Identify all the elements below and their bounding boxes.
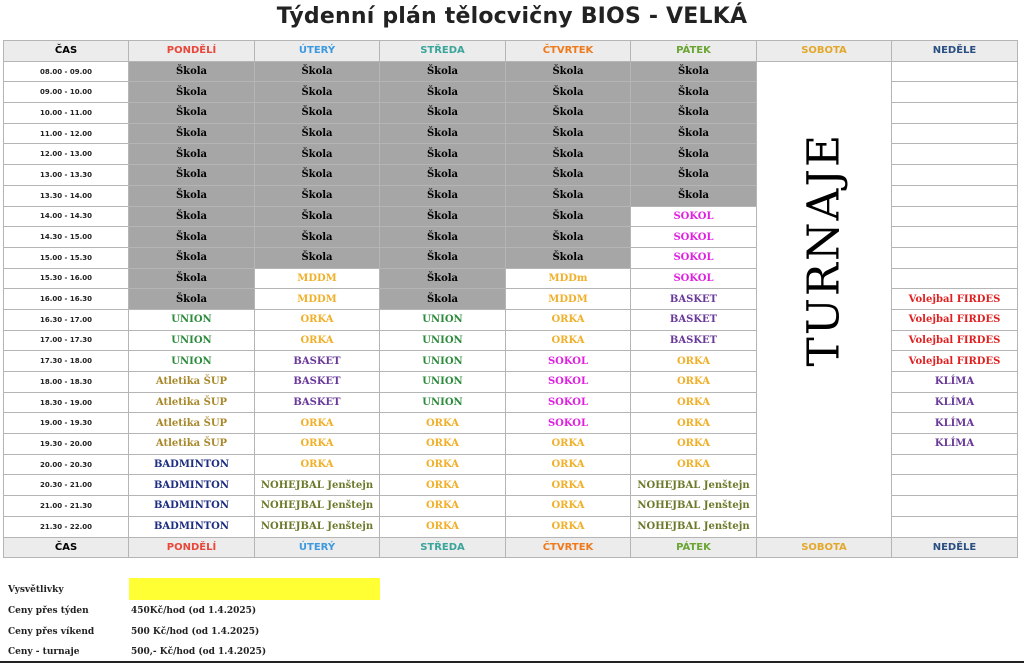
schedule-cell-patek: NOHEJBAL Jenštejn <box>631 516 757 537</box>
time-slot: 09.00 - 10.00 <box>4 82 129 103</box>
schedule-cell-pondeli: BADMINTON <box>129 454 255 475</box>
time-slot: 11.00 - 12.00 <box>4 123 129 144</box>
time-slot: 21.00 - 21.30 <box>4 496 129 517</box>
schedule-cell-ctvrtek: SOKOL <box>506 392 631 413</box>
schedule-cell-ctvrtek: ORKA <box>506 454 631 475</box>
schedule-cell-utery: Škola <box>255 165 380 186</box>
schedule-cell-patek: BASKET <box>631 330 757 351</box>
schedule-cell-pondeli: Škola <box>129 289 255 310</box>
turnaje-label: TURNAJE <box>798 132 850 367</box>
schedule-cell-utery: BASKET <box>255 351 380 372</box>
schedule-cell-streda: Škola <box>380 103 506 124</box>
schedule-cell-nedele <box>892 206 1018 227</box>
schedule-cell-sobota-turnaje <box>757 61 892 537</box>
schedule-cell-ctvrtek: Škola <box>506 61 631 82</box>
time-slot: 15.00 - 15.30 <box>4 247 129 268</box>
time-slot: 17.30 - 18.00 <box>4 351 129 372</box>
legend-color-swatch <box>129 578 380 600</box>
schedule-cell-utery: Škola <box>255 103 380 124</box>
schedule-cell-ctvrtek: SOKOL <box>506 351 631 372</box>
bottom-divider <box>0 661 1024 663</box>
schedule-cell-utery: Škola <box>255 227 380 248</box>
schedule-cell-patek: Škola <box>631 82 757 103</box>
schedule-cell-ctvrtek: ORKA <box>506 516 631 537</box>
time-slot: 15.30 - 16.00 <box>4 268 129 289</box>
schedule-cell-pondeli: Atletika ŠUP <box>129 372 255 393</box>
schedule-cell-nedele <box>892 165 1018 186</box>
header-day-ctvrtek: ČTVRTEK <box>506 41 631 62</box>
schedule-cell-patek: ORKA <box>631 413 757 434</box>
schedule-cell-ctvrtek: ORKA <box>506 496 631 517</box>
schedule-cell-streda: Škola <box>380 247 506 268</box>
schedule-cell-pondeli: Atletika ŠUP <box>129 392 255 413</box>
schedule-cell-ctvrtek: ORKA <box>506 475 631 496</box>
schedule-cell-streda: UNION <box>380 351 506 372</box>
schedule-cell-patek: Škola <box>631 185 757 206</box>
schedule-cell-patek: Škola <box>631 165 757 186</box>
schedule-cell-ctvrtek: Škola <box>506 165 631 186</box>
table-row <box>4 61 1018 82</box>
schedule-cell-patek: SOKOL <box>631 268 757 289</box>
legend-vikend-label: Ceny přes víkend <box>8 627 95 637</box>
schedule-cell-utery: MDDM <box>255 268 380 289</box>
footer-day-sobota: SOBOTA <box>757 537 892 558</box>
legend-vikend-value: 500 Kč/hod (od 1.4.2025) <box>131 627 260 637</box>
schedule-cell-nedele: Volejbal FIRDES <box>892 289 1018 310</box>
schedule-cell-nedele <box>892 103 1018 124</box>
schedule-cell-patek: Škola <box>631 61 757 82</box>
schedule-cell-ctvrtek: Škola <box>506 206 631 227</box>
schedule-cell-streda: ORKA <box>380 454 506 475</box>
schedule-cell-streda: Škola <box>380 206 506 227</box>
schedule-cell-patek: Škola <box>631 103 757 124</box>
footer-day-nedele: NEDĚLE <box>892 537 1018 558</box>
schedule-table <box>3 40 1018 558</box>
schedule-cell-pondeli: Atletika ŠUP <box>129 413 255 434</box>
schedule-cell-streda: Škola <box>380 227 506 248</box>
footer-day-ctvrtek: ČTVRTEK <box>506 537 631 558</box>
schedule-cell-nedele: KLÍMA <box>892 392 1018 413</box>
schedule-cell-nedele: Volejbal FIRDES <box>892 351 1018 372</box>
legend-turnaje-label: Ceny - turnaje <box>8 647 80 657</box>
footer-day-utery: ÚTERÝ <box>255 537 380 558</box>
time-slot: 10.00 - 11.00 <box>4 103 129 124</box>
schedule-cell-streda: Škola <box>380 144 506 165</box>
schedule-cell-nedele <box>892 454 1018 475</box>
schedule-body <box>4 61 1018 537</box>
footer-day-patek: PÁTEK <box>631 537 757 558</box>
schedule-cell-patek: ORKA <box>631 351 757 372</box>
schedule-cell-pondeli: UNION <box>129 330 255 351</box>
time-slot: 12.00 - 13.00 <box>4 144 129 165</box>
footer-day-pondeli: PONDĚLÍ <box>129 537 255 558</box>
schedule-cell-nedele: KLÍMA <box>892 434 1018 455</box>
schedule-cell-patek: BASKET <box>631 289 757 310</box>
schedule-cell-streda: Škola <box>380 268 506 289</box>
time-slot: 13.00 - 13.30 <box>4 165 129 186</box>
header-day-pondeli: PONDĚLÍ <box>129 41 255 62</box>
schedule-cell-pondeli: BADMINTON <box>129 516 255 537</box>
schedule-cell-pondeli: Škola <box>129 165 255 186</box>
schedule-cell-pondeli: Škola <box>129 82 255 103</box>
schedule-cell-utery: Škola <box>255 82 380 103</box>
schedule-cell-streda: ORKA <box>380 475 506 496</box>
time-slot: 20.30 - 21.00 <box>4 475 129 496</box>
schedule-cell-pondeli: UNION <box>129 309 255 330</box>
schedule-cell-utery: ORKA <box>255 413 380 434</box>
schedule-cell-streda: Škola <box>380 185 506 206</box>
legend-tyden-value: 450Kč/hod (od 1.4.2025) <box>131 606 257 616</box>
schedule-cell-ctvrtek: Škola <box>506 82 631 103</box>
schedule-cell-pondeli: UNION <box>129 351 255 372</box>
schedule-cell-patek: NOHEJBAL Jenštejn <box>631 475 757 496</box>
schedule-cell-streda: UNION <box>380 330 506 351</box>
schedule-cell-nedele: Volejbal FIRDES <box>892 330 1018 351</box>
schedule-cell-pondeli: BADMINTON <box>129 475 255 496</box>
legend-vysvetlivky-label: Vysvětlivky <box>8 585 64 595</box>
schedule-cell-utery: NOHEJBAL Jenštejn <box>255 475 380 496</box>
schedule-cell-nedele: KLÍMA <box>892 372 1018 393</box>
footer-cas: ČAS <box>4 537 129 558</box>
schedule-cell-pondeli: Škola <box>129 103 255 124</box>
schedule-cell-ctvrtek: Škola <box>506 103 631 124</box>
schedule-cell-ctvrtek: MDDM <box>506 289 631 310</box>
header-row-top <box>4 41 1018 62</box>
header-day-nedele: NEDĚLE <box>892 41 1018 62</box>
schedule-cell-streda: UNION <box>380 372 506 393</box>
header-day-patek: PÁTEK <box>631 41 757 62</box>
schedule-cell-utery: ORKA <box>255 309 380 330</box>
schedule-cell-nedele <box>892 123 1018 144</box>
schedule-cell-pondeli: Škola <box>129 247 255 268</box>
schedule-cell-ctvrtek: SOKOL <box>506 372 631 393</box>
schedule-cell-streda: UNION <box>380 309 506 330</box>
schedule-cell-pondeli: BADMINTON <box>129 496 255 517</box>
header-row-bottom <box>4 537 1018 558</box>
footer-day-streda: STŘEDA <box>380 537 506 558</box>
schedule-cell-utery: BASKET <box>255 392 380 413</box>
schedule-cell-utery: ORKA <box>255 454 380 475</box>
time-slot: 16.30 - 17.00 <box>4 309 129 330</box>
schedule-cell-streda: Škola <box>380 61 506 82</box>
schedule-cell-streda: UNION <box>380 392 506 413</box>
schedule-cell-utery: Škola <box>255 206 380 227</box>
time-slot: 08.00 - 09.00 <box>4 61 129 82</box>
schedule-cell-streda: Škola <box>380 82 506 103</box>
schedule-cell-patek: SOKOL <box>631 247 757 268</box>
schedule-cell-streda: Škola <box>380 289 506 310</box>
schedule-cell-patek: Škola <box>631 144 757 165</box>
schedule-cell-streda: Škola <box>380 165 506 186</box>
schedule-cell-ctvrtek: ORKA <box>506 434 631 455</box>
schedule-cell-patek: SOKOL <box>631 206 757 227</box>
time-slot: 20.00 - 20.30 <box>4 454 129 475</box>
schedule-cell-patek: ORKA <box>631 434 757 455</box>
schedule-cell-ctvrtek: Škola <box>506 247 631 268</box>
schedule-cell-patek: ORKA <box>631 392 757 413</box>
schedule-cell-utery: Škola <box>255 185 380 206</box>
header-day-sobota: SOBOTA <box>757 41 892 62</box>
schedule-cell-nedele: Volejbal FIRDES <box>892 309 1018 330</box>
schedule-cell-utery: BASKET <box>255 372 380 393</box>
time-slot: 19.30 - 20.00 <box>4 434 129 455</box>
schedule-cell-nedele <box>892 82 1018 103</box>
time-slot: 18.30 - 19.00 <box>4 392 129 413</box>
header-cas: ČAS <box>4 41 129 62</box>
schedule-cell-ctvrtek: ORKA <box>506 330 631 351</box>
schedule-cell-nedele <box>892 61 1018 82</box>
schedule-cell-utery: Škola <box>255 247 380 268</box>
schedule-cell-nedele <box>892 247 1018 268</box>
time-slot: 14.30 - 15.00 <box>4 227 129 248</box>
header-day-streda: STŘEDA <box>380 41 506 62</box>
schedule-cell-utery: NOHEJBAL Jenštejn <box>255 516 380 537</box>
time-slot: 13.30 - 14.00 <box>4 185 129 206</box>
schedule-cell-nedele: KLÍMA <box>892 413 1018 434</box>
schedule-cell-ctvrtek: Škola <box>506 185 631 206</box>
time-slot: 21.30 - 22.00 <box>4 516 129 537</box>
legend-turnaje-value: 500,- Kč/hod (od 1.4.2025) <box>131 647 267 657</box>
time-slot: 14.00 - 14.30 <box>4 206 129 227</box>
schedule-cell-utery: Škola <box>255 144 380 165</box>
schedule-cell-streda: ORKA <box>380 413 506 434</box>
schedule-cell-nedele <box>892 516 1018 537</box>
schedule-cell-utery: Škola <box>255 123 380 144</box>
schedule-cell-ctvrtek: Škola <box>506 227 631 248</box>
schedule-cell-pondeli: Škola <box>129 123 255 144</box>
schedule-cell-patek: NOHEJBAL Jenštejn <box>631 496 757 517</box>
schedule-cell-patek: SOKOL <box>631 227 757 248</box>
schedule-cell-ctvrtek: Škola <box>506 123 631 144</box>
legend-tyden-label: Ceny přes týden <box>8 606 89 616</box>
schedule-cell-streda: ORKA <box>380 434 506 455</box>
schedule-cell-nedele <box>892 227 1018 248</box>
time-slot: 19.00 - 19.30 <box>4 413 129 434</box>
schedule-cell-patek: Škola <box>631 123 757 144</box>
schedule-cell-ctvrtek: MDDm <box>506 268 631 289</box>
schedule-cell-streda: ORKA <box>380 516 506 537</box>
header-day-utery: ÚTERÝ <box>255 41 380 62</box>
time-slot: 17.00 - 17.30 <box>4 330 129 351</box>
schedule-cell-patek: ORKA <box>631 372 757 393</box>
schedule-cell-streda: ORKA <box>380 496 506 517</box>
schedule-cell-pondeli: Škola <box>129 268 255 289</box>
schedule-cell-ctvrtek: Škola <box>506 144 631 165</box>
schedule-cell-pondeli: Škola <box>129 206 255 227</box>
schedule-cell-utery: Škola <box>255 61 380 82</box>
schedule-cell-nedele <box>892 144 1018 165</box>
time-slot: 16.00 - 16.30 <box>4 289 129 310</box>
schedule-cell-utery: MDDM <box>255 289 380 310</box>
schedule-cell-pondeli: Atletika ŠUP <box>129 434 255 455</box>
schedule-cell-nedele <box>892 185 1018 206</box>
schedule-cell-pondeli: Škola <box>129 227 255 248</box>
schedule-cell-utery: NOHEJBAL Jenštejn <box>255 496 380 517</box>
schedule-cell-pondeli: Škola <box>129 144 255 165</box>
schedule-cell-pondeli: Škola <box>129 61 255 82</box>
schedule-cell-pondeli: Škola <box>129 185 255 206</box>
schedule-cell-patek: ORKA <box>631 454 757 475</box>
schedule-cell-nedele <box>892 496 1018 517</box>
schedule-cell-ctvrtek: ORKA <box>506 309 631 330</box>
schedule-cell-nedele <box>892 268 1018 289</box>
schedule-cell-utery: ORKA <box>255 330 380 351</box>
page-title: Týdenní plán tělocvičny BIOS - VELKÁ <box>276 4 748 29</box>
schedule-cell-nedele <box>892 475 1018 496</box>
time-slot: 18.00 - 18.30 <box>4 372 129 393</box>
schedule-cell-ctvrtek: SOKOL <box>506 413 631 434</box>
schedule-cell-streda: Škola <box>380 123 506 144</box>
schedule-cell-patek: BASKET <box>631 309 757 330</box>
schedule-cell-utery: ORKA <box>255 434 380 455</box>
